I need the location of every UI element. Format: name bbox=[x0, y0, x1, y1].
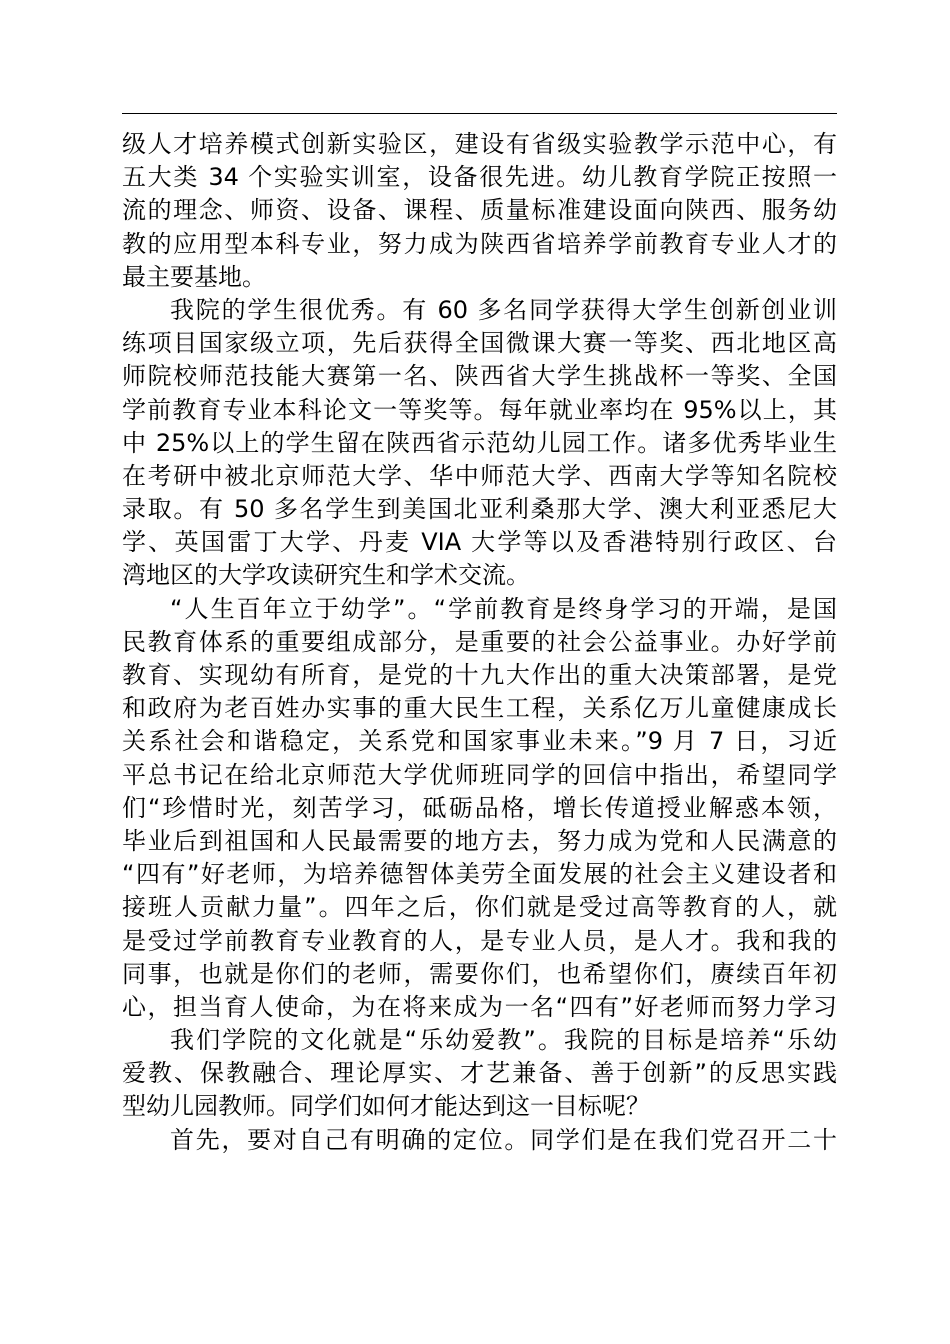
text-line: “四有”好老师，为培养德智体美劳全面发展的社会主义建设者和 bbox=[122, 860, 837, 889]
header-rule bbox=[122, 113, 837, 114]
paragraph bbox=[122, 1124, 837, 1157]
paragraph bbox=[122, 294, 837, 593]
text-line: 录取。有 50 多名学生到美国北亚利桑那大学、澳大利亚悉尼大 bbox=[122, 495, 837, 524]
text-line: 我们学院的文化就是“乐幼爱教”。我院的目标是培养“乐幼 bbox=[170, 1026, 837, 1055]
text-line: 学、英国雷丁大学、丹麦 VIA 大学等以及香港特别行政区、台 bbox=[122, 528, 837, 557]
text-line: 流的理念、师资、设备、课程、质量标准建设面向陕西、服务幼 bbox=[122, 196, 837, 225]
text-line: “人生百年立于幼学”。“学前教育是终身学习的开端，是国 bbox=[170, 594, 837, 623]
text-line: 首先，要对自己有明确的定位。同学们是在我们党召开二十 bbox=[170, 1125, 837, 1154]
text-line: 爱教、保教融合、理论厚实、才艺兼备、善于创新”的反思实践 bbox=[122, 1059, 837, 1088]
text-line: 关系社会和谐稳定，关系党和国家事业未来。”9 月 7 日，习近 bbox=[122, 727, 837, 756]
text-line: 是受过学前教育专业教育的人，是专业人员，是人才。我和我的 bbox=[122, 926, 837, 955]
text-line: 师院校师范技能大赛第一名、陕西省大学生挑战杯一等奖、全国 bbox=[122, 362, 837, 391]
text-line: 学前教育专业本科论文一等奖等。每年就业率均在 95%以上，其 bbox=[122, 395, 837, 424]
text-line: 教育、实现幼有所育，是党的十九大作出的重大决策部署，是党 bbox=[122, 661, 837, 689]
text-line: 我院的学生很优秀。有 60 多名同学获得大学生创新创业训 bbox=[170, 295, 837, 324]
text-line: 和政府为老百姓办实事的重大民生工程，关系亿万儿童健康成长 bbox=[122, 694, 837, 723]
text-line: 中 25%以上的学生留在陕西省示范幼儿园工作。诸多优秀毕业生 bbox=[122, 428, 837, 457]
paragraph bbox=[122, 593, 837, 1024]
text-line: 级人才培养模式创新实验区，建设有省级实验教学示范中心，有 bbox=[122, 130, 837, 158]
text-line: 最主要基地。 bbox=[122, 262, 266, 291]
text-line: 接班人贡献力量”。四年之后，你们就是受过高等教育的人，就 bbox=[122, 893, 837, 922]
paragraph bbox=[122, 1024, 837, 1124]
text-line: 型幼儿园教师。同学们如何才能达到这一目标呢？ bbox=[122, 1092, 650, 1121]
text-line: 五大类 34 个实验实训室，设备很先进。幼儿教育学院正按照一 bbox=[122, 163, 837, 192]
text-line: 们“珍惜时光，刻苦学习，砥砺品格，增长传道授业解惑本领， bbox=[122, 793, 837, 822]
text-line: 毕业后到祖国和人民最需要的地方去，努力成为党和人民满意的 bbox=[122, 826, 837, 855]
text-line: 心，担当育人使命，为在将来成为一名“四有”好老师而努力学习 bbox=[122, 992, 837, 1021]
text-line: 平总书记在给北京师范大学优师班同学的回信中指出，希望同学 bbox=[122, 760, 837, 789]
text-line: 同事，也就是你们的老师，需要你们，也希望你们，赓续百年初 bbox=[122, 959, 837, 988]
text-line: 练项目国家级立项，先后获得全国微课大赛一等奖、西北地区高 bbox=[122, 329, 837, 358]
text-line: 在考研中被北京师范大学、华中师范大学、西南大学等知名院校 bbox=[122, 461, 837, 490]
paragraph bbox=[122, 128, 837, 294]
text-line: 教的应用型本科专业，努力成为陕西省培养学前教育专业人才的 bbox=[122, 229, 837, 258]
text-line: 湾地区的大学攻读研究生和学术交流。 bbox=[122, 561, 530, 590]
body-text bbox=[122, 128, 837, 1157]
text-line: 民教育体系的重要组成部分，是重要的社会公益事业。办好学前 bbox=[122, 627, 837, 656]
